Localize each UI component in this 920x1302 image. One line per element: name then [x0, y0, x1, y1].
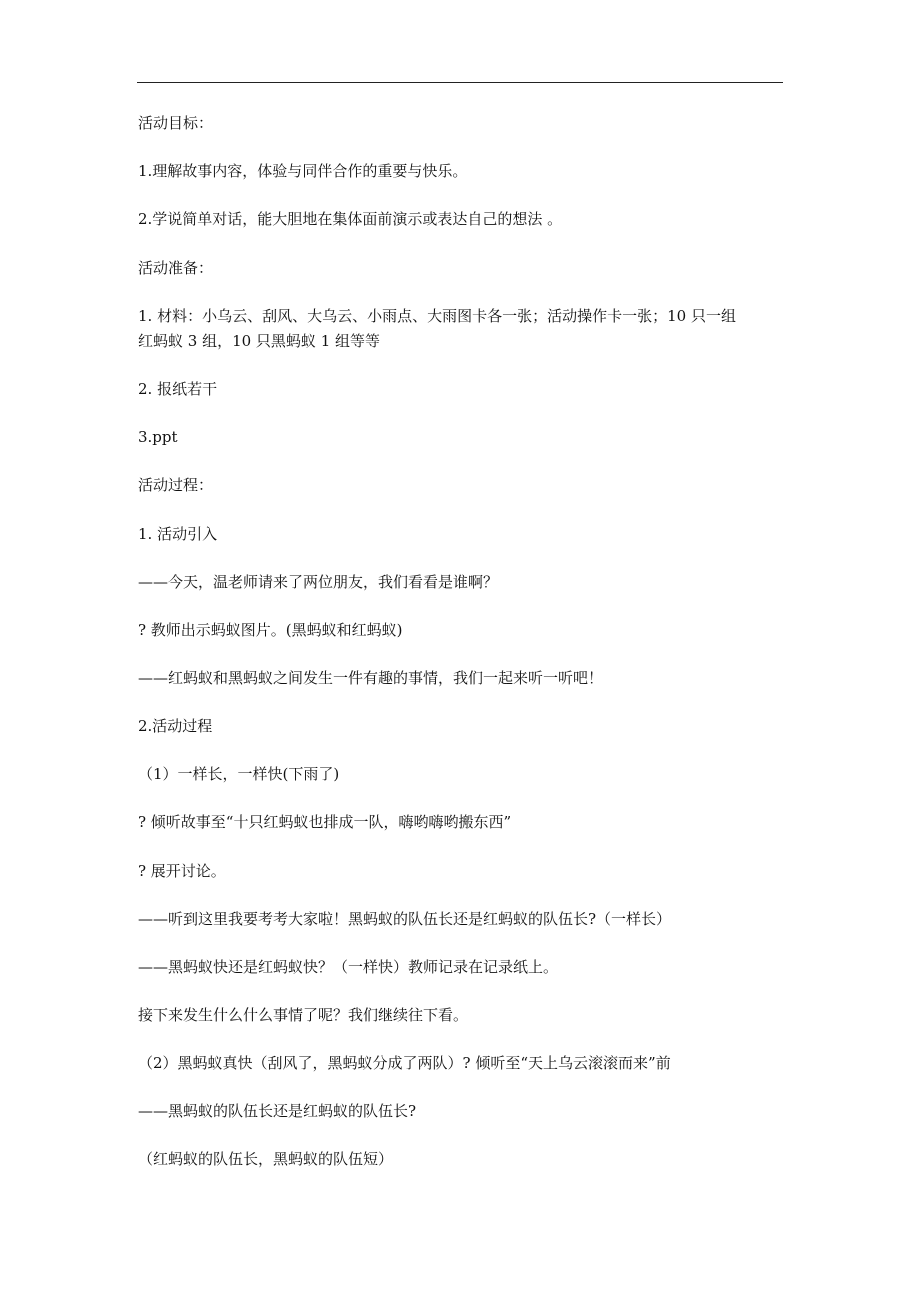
header-rule: [137, 82, 783, 83]
heading-goals: 活动目标：: [138, 114, 214, 132]
heading-process: 活动过程：: [138, 476, 214, 494]
prep-item-1-cont: 红蚂蚁 3 组，10 只黑蚂蚁 1 组等等: [138, 332, 381, 350]
teacher-action: ? 倾听故事至“十只红蚂蚁也排成一队，嗨哟嗨哟搬东西”: [138, 813, 512, 831]
heading-preparation: 活动准备：: [138, 259, 214, 277]
transition-line: 接下来发生什么什么事情了呢？我们继续往下看。: [138, 1006, 469, 1024]
dialogue-line: ——红蚂蚁和黑蚂蚁之间发生一件有趣的事情，我们一起来听一听吧！: [138, 669, 604, 687]
sub-step-1: （1）一样长，一样快(下雨了): [138, 765, 340, 783]
prep-item-2: 2. 报纸若干: [138, 380, 218, 398]
sub-step-2: （2）黑蚂蚁真快（刮风了，黑蚂蚁分成了两队）? 倾听至“天上乌云滚滚而来”前: [138, 1054, 671, 1072]
goal-item-2: 2.学说简单对话，能大胆地在集体面前演示或表达自己的想法 。: [138, 210, 563, 228]
dialogue-line: ——听到这里我要考考大家啦！黑蚂蚁的队伍长还是红蚂蚁的队伍长?（一样长）: [138, 910, 672, 928]
teacher-action: ? 教师出示蚂蚁图片。(黑蚂蚁和红蚂蚁): [138, 621, 403, 639]
process-step-2: 2.活动过程: [138, 717, 213, 735]
teacher-action: ? 展开讨论。: [138, 862, 226, 880]
prep-item-1: 1. 材料：小乌云、刮风、大乌云、小雨点、大雨图卡各一张；活动操作卡一张；10 只一组: [138, 307, 736, 325]
process-step-1: 1. 活动引入: [138, 525, 218, 543]
dialogue-line: ——今天，温老师请来了两位朋友，我们看看是谁啊？: [138, 573, 499, 591]
prep-item-3: 3.ppt: [138, 428, 178, 446]
dialogue-line: ——黑蚂蚁的队伍长还是红蚂蚁的队伍长?: [138, 1102, 417, 1120]
goal-item-1: 1.理解故事内容，体验与同伴合作的重要与快乐。: [138, 162, 468, 180]
dialogue-line: ——黑蚂蚁快还是红蚂蚁快？（一样快）教师记录在记录纸上。: [138, 958, 559, 976]
answer-line: （红蚂蚁的队伍长，黑蚂蚁的队伍短）: [138, 1150, 394, 1168]
